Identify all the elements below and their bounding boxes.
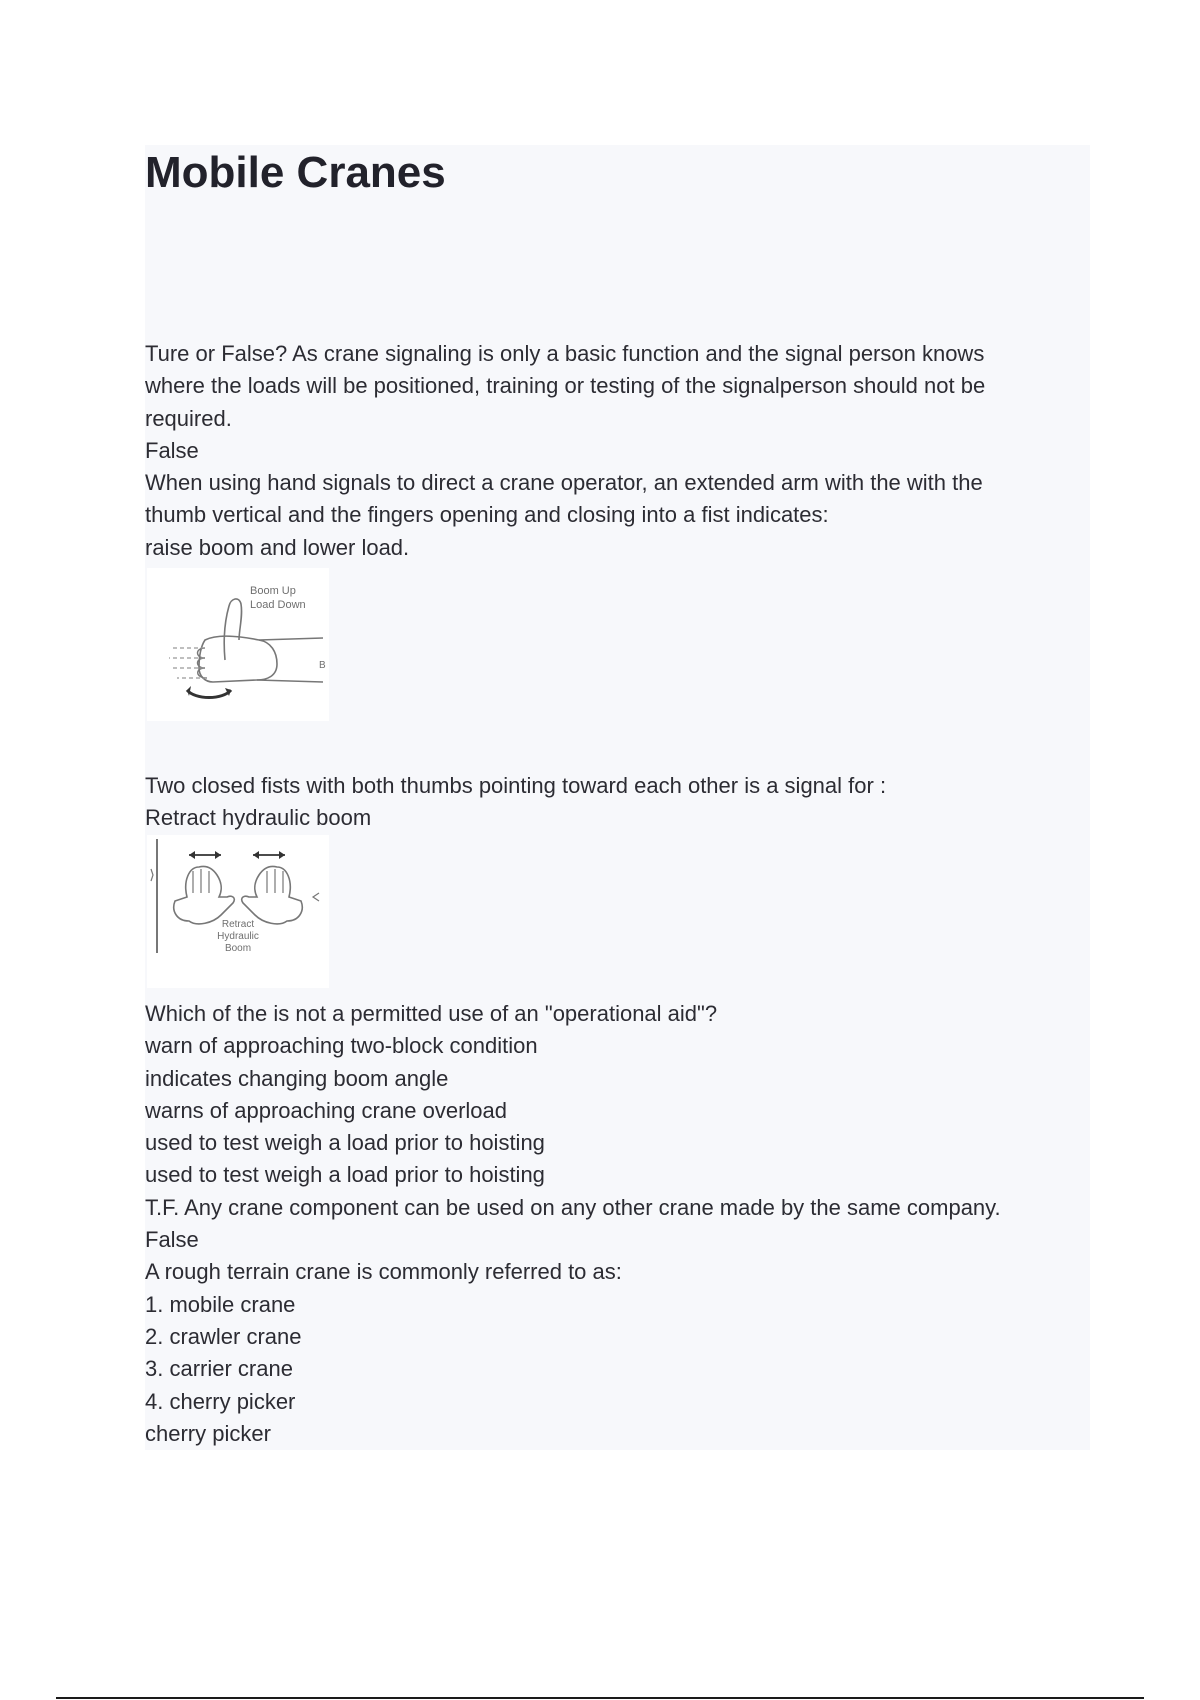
footer-rule (56, 1697, 1144, 1699)
figure-2-label-3: Boom (224, 943, 252, 954)
text-line: A rough terrain crane is commonly referred to as: (145, 1259, 622, 1285)
figure-2-label-2: Hydraulic (217, 931, 259, 942)
text-line: Retract hydraulic boom (145, 805, 372, 831)
text-line: 4. cherry picker (145, 1388, 296, 1414)
figure-2-label-1: Retract (221, 919, 255, 930)
document-title: Mobile Cranes (145, 148, 446, 197)
figure-1-label-side: B (319, 660, 326, 671)
text-line: indicates changing boom angle (145, 1065, 449, 1091)
text-line: When using hand signals to direct a crane operator, an extended arm with the with the (145, 470, 983, 496)
text-line: used to test weigh a load prior to hoisting (145, 1130, 545, 1156)
question-1-text (145, 338, 1095, 564)
text-line: Ture or False? As crane signaling is only a basic function and the signal person knows (145, 341, 985, 366)
text-line: 2. crawler crane (145, 1323, 302, 1349)
text-line: Which of the is not a permitted use of an "operational aid"? (145, 1001, 718, 1026)
text-line: required. (145, 405, 232, 431)
retract-hydraulic-boom-figure (147, 835, 329, 988)
text-line: raise boom and lower load. (145, 534, 410, 560)
question-2-text (145, 770, 1095, 835)
boom-up-load-down-figure (147, 568, 329, 721)
text-line: False (145, 1227, 199, 1253)
figure-1-label-bottom: Load Down (250, 599, 306, 611)
text-line: False (145, 437, 199, 463)
text-line: warn of approaching two-block condition (145, 1033, 538, 1059)
question-3-text (145, 998, 1095, 1450)
text-line: used to test weigh a load prior to hoisting (145, 1162, 545, 1188)
text-line: thumb vertical and the fingers opening and closing into a fist indicates: (145, 502, 829, 528)
hand-signal-icon (147, 835, 329, 988)
hand-signal-icon (147, 568, 329, 721)
text-line: warns of approaching crane overload (145, 1097, 508, 1123)
text-line: 1. mobile crane (145, 1291, 296, 1317)
text-line: 3. carrier crane (145, 1356, 293, 1382)
text-line: T.F. Any crane component can be used on any other crane made by the same company. (145, 1194, 1001, 1220)
text-line: Two closed fists with both thumbs pointing toward each other is a signal for : (145, 773, 887, 798)
text-line: cherry picker (145, 1420, 271, 1446)
text-line: where the loads will be positioned, training or testing of the signalperson should not be (145, 373, 986, 399)
figure-1-label-top: Boom Up (250, 585, 296, 597)
